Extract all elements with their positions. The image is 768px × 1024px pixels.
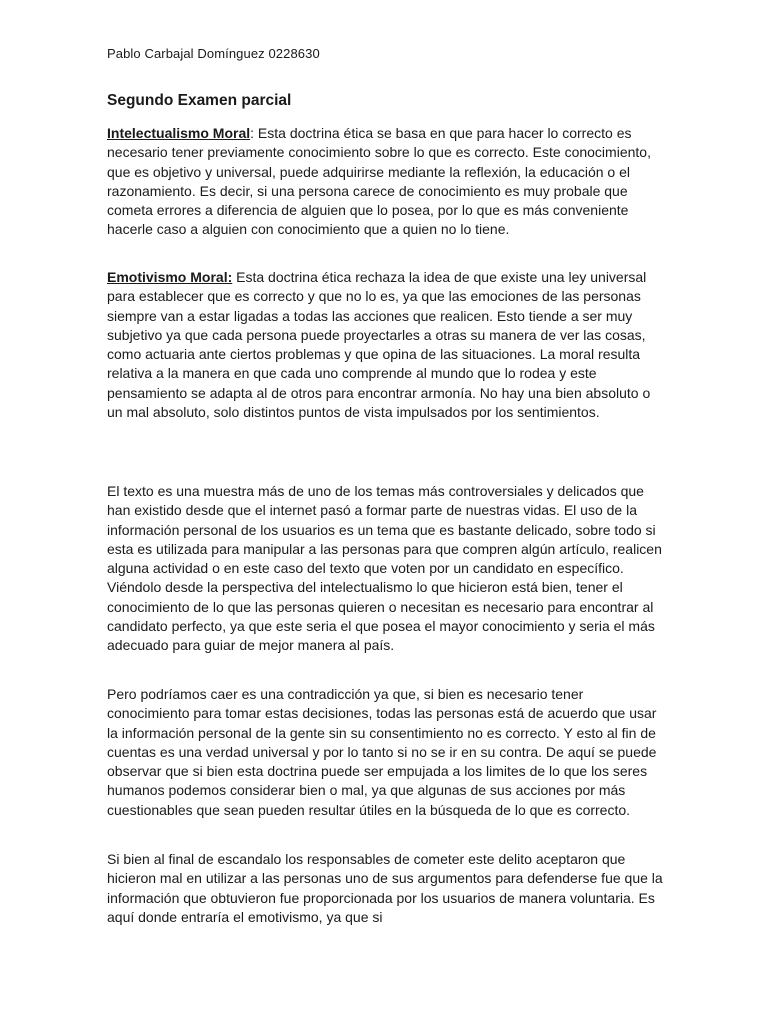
paragraph-text: Esta doctrina ética rechaza la idea de que existe una ley universal para establecer que es correcto y que no lo es, ya que las emociones de las personas siempre van a estar ligadas a todas las acciones que realicen. Esto tiende a ser muy subjetivo ya que cada persona puede proyectarles a otras su manera de ver las cosas, como actuaria ante ciertos problemas y que opina de las situaciones. La moral resulta relativa a la manera en que cada uno comprende al mundo que lo rodea y este pensamiento se adapta al de otros para encontrar armonía. No hay una bien absoluto o un mal absoluto, solo distintos puntos de vista impulsados por los sentimientos. bbox=[107, 269, 651, 421]
paragraph-analysis-3: Si bien al final de escandalo los responsables de cometer este delito aceptaron que hicieron mal en utilizar a las personas uno de sus argumentos para defenderse fue que la información que obtuvieron fue proporcionada por los usuarios de manera voluntaria. Es aquí donde entraría el emotivismo, ya que si bbox=[107, 851, 663, 925]
author-line: Pablo Carbajal Domínguez 0228630 bbox=[107, 46, 320, 61]
paragraph-intelectualismo bbox=[107, 124, 663, 240]
document-title: Segundo Examen parcial bbox=[107, 92, 292, 109]
paragraph-analysis-1: El texto es una muestra más de uno de los temas más controversiales y delicados que han existido desde que el internet pasó a formar parte de nuestras vidas. El uso de la información personal de los usuarios es un tema que es bastante delicado, sobre todo si esta es utilizada para manipular a las personas para que compren algún artículo, realicen alguna actividad o en este caso del texto que voten por un candidato en específico. Viéndolo desde la perspectiva del intelectualismo lo que hicieron está bien, tener el conocimiento de lo que las personas quieren o necesitan es necesario para encontrar al candidato perfecto, ya que este seria el que posea el mayor conocimiento y seria el más adecuado para guiar de mejor manera al país. bbox=[107, 483, 662, 654]
term-emotivismo: Emotivismo Moral: bbox=[107, 269, 233, 285]
paragraph-text: : Esta doctrina ética se basa en que para hacer lo correcto es necesario tener previamente conocimiento sobre lo que es correcto. Este conocimiento, que es objetivo y universal, puede adquirirse mediante la reflexión, la educación o el razonamiento. Es decir, si una persona carece de conocimiento es muy probale que cometa errores a diferencia de alguien que lo posea, por lo que es más conveniente hacerle caso a alguien con conocimiento que a quien no lo tiene. bbox=[107, 125, 651, 238]
paragraph-emotivismo bbox=[107, 268, 663, 422]
paragraph-analysis-2: Pero podríamos caer es una contradicción ya que, si bien es necesario tener conocimiento para tomar estas decisiones, todas las personas está de acuerdo que usar la información personal de la gente sin su consentimiento no es correcto. Y esto al fin de cuentas es una verdad universal y por lo tanto si no se ir en su contra. De aquí se puede observar que si bien esta doctrina puede ser empujada a los limites de lo que los seres humanos podemos considerar bien o mal, ya que algunas de sus acciones por más cuestionables que sean pueden resultar útiles en la búsqueda de lo que es correcto. bbox=[107, 686, 657, 818]
term-intelectualismo: Intelectualismo Moral bbox=[107, 125, 251, 141]
